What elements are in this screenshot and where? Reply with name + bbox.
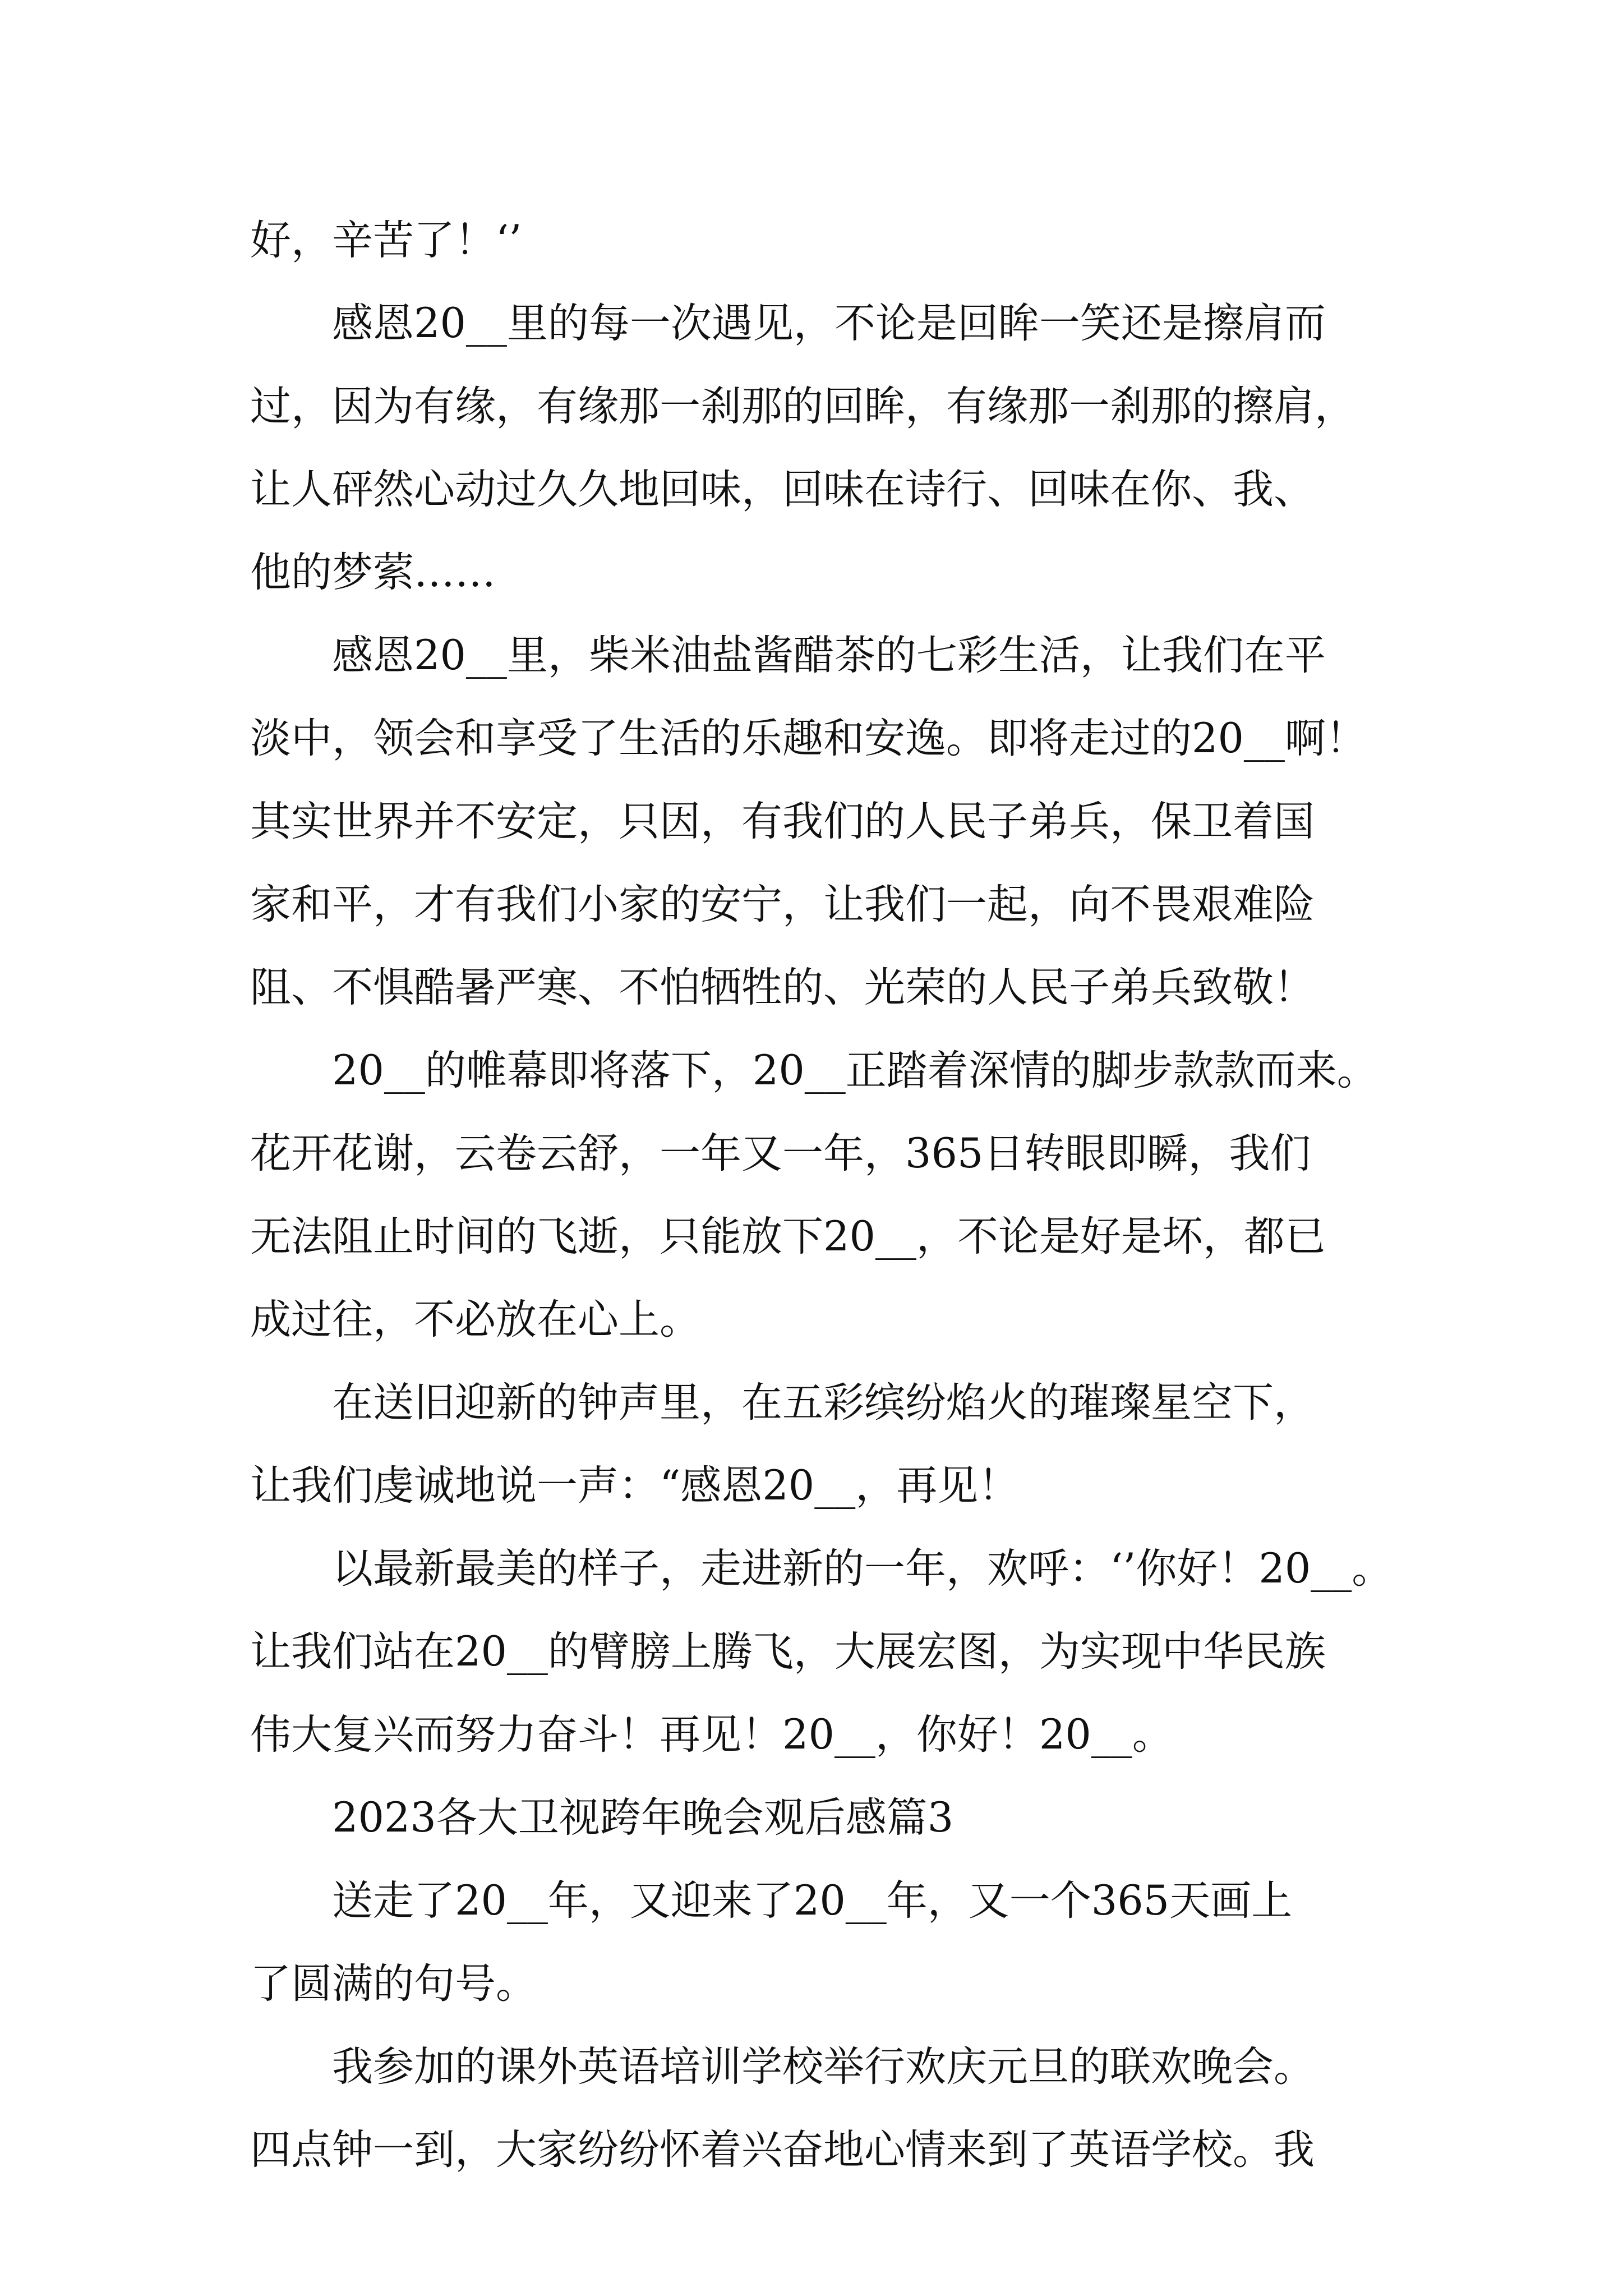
text-line: 无法阻止时间的飞逝，只能放下20__，不论是好是坏，都已 [250,1213,1326,1260]
text-line: 四点钟一到，大家纷纷怀着兴奋地心情来到了英语学校。我 [250,2126,1315,2174]
text-line: 感恩20__里，柴米油盐酱醋茶的七彩生活，让我们在平 [332,632,1326,679]
text-line: 家和平，才有我们小家的安宁，让我们一起，向不畏艰难险 [250,881,1315,928]
section-heading: 2023各大卫视跨年晚会观后感篇3 [332,1794,954,1842]
text-line: 让我们站在20__的臂膀上腾飞，大展宏图，为实现中华民族 [250,1628,1326,1676]
text-line: 以最新最美的样子，走进新的一年，欢呼：‘’你好！20__。 [332,1545,1393,1593]
text-line: 淡中，领会和享受了生活的乐趣和安逸。即将走过的20__啊！ [250,715,1367,762]
text-line: 了圆满的句号。 [250,1960,537,2008]
text-line: 20__的帷幕即将落下，20__正踏着深情的脚步款款而来。 [332,1047,1378,1094]
text-line: 送走了20__年，又迎来了20__年，又一个365天画上 [332,1877,1293,1925]
text-line: 让我们虔诚地说一声：“感恩20__，再见！ [250,1462,1020,1510]
text-line: 感恩20__里的每一次遇见，不论是回眸一笑还是擦肩而 [332,300,1326,347]
document-body [250,199,1403,2192]
text-line: 成过往，不必放在心上。 [250,1296,700,1343]
text-line: 伟大复兴而努力奋斗！再见！20__，你好！20__。 [250,1711,1173,1759]
text-line: 其实世界并不安定，只因，有我们的人民子弟兵，保卫着国 [250,798,1315,845]
text-line: 在送旧迎新的钟声里，在五彩缤纷焰火的璀璨星空下， [332,1379,1315,1427]
text-line: 花开花谢，云卷云舒，一年又一年，365日转眼即瞬，我们 [250,1130,1311,1177]
text-line: 阻、不惧酷暑严寒、不怕牺牲的、光荣的人民子弟兵致敬！ [250,964,1315,1011]
text-line: 过，因为有缘，有缘那一刹那的回眸，有缘那一刹那的擦肩， [250,383,1355,430]
text-line: 让人砰然心动过久久地回味，回味在诗行、回味在你、我、 [250,466,1315,513]
text-line: 他的梦萦…… [250,549,496,596]
text-line: 好，辛苦了！‘’ [250,217,522,264]
text-line: 我参加的课外英语培训学校举行欢庆元旦的联欢晚会。 [332,2043,1315,2091]
